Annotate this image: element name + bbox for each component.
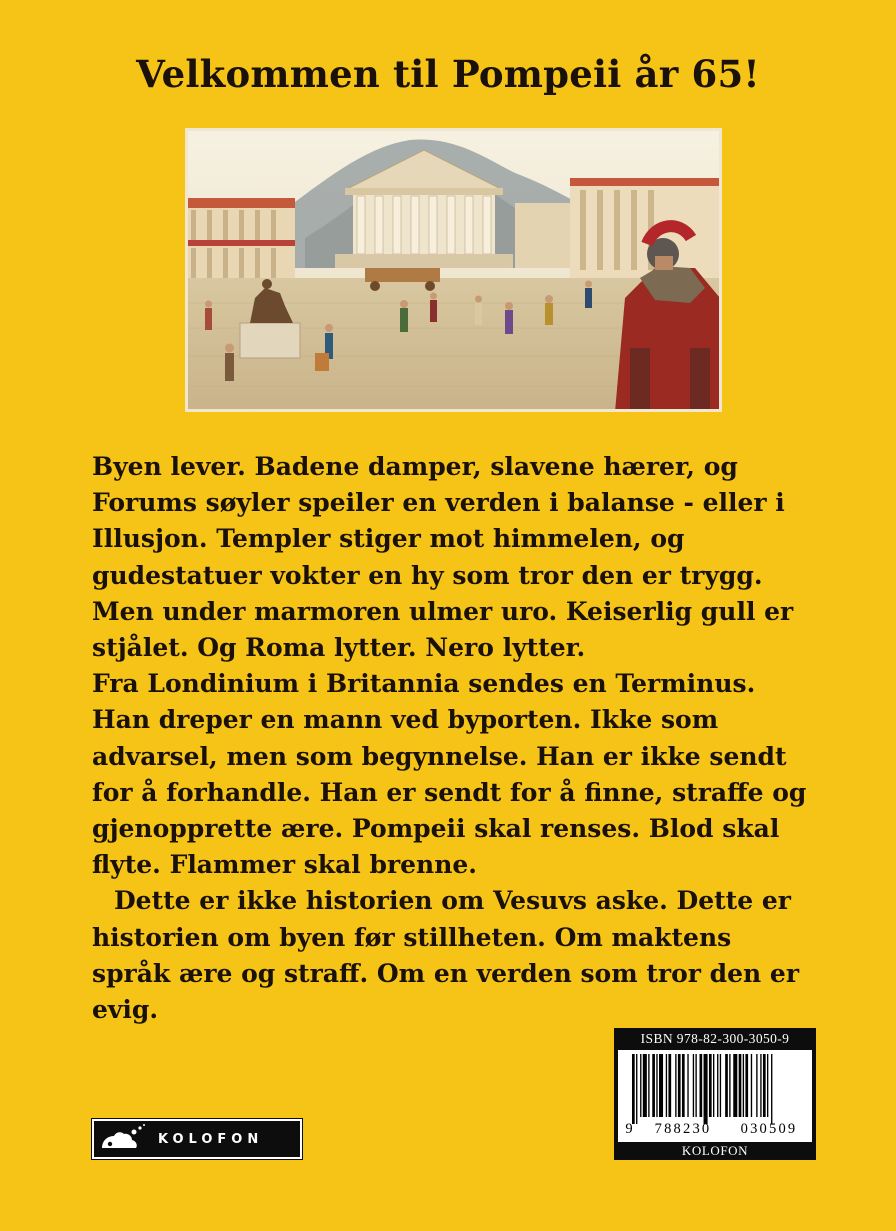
barcode-digits bbox=[618, 1121, 812, 1138]
barcode-digits-right: 030509 bbox=[740, 1121, 798, 1137]
barcode-bar bbox=[656, 1054, 657, 1117]
isbn-label: ISBN 978-82-300-3050-9 bbox=[640, 1031, 790, 1046]
kolofon-logo-icon bbox=[94, 1121, 150, 1157]
barcode-bar bbox=[720, 1054, 721, 1117]
barcode-bar bbox=[751, 1054, 752, 1117]
barcode-bar bbox=[678, 1054, 681, 1117]
barcode-bar bbox=[745, 1054, 748, 1117]
barcode-digit-first: 9 bbox=[625, 1121, 633, 1137]
barcode-bar bbox=[668, 1054, 671, 1117]
barcode-bar bbox=[700, 1054, 703, 1117]
barcode-bar bbox=[687, 1054, 688, 1117]
barcode-publisher-label: KOLOFON bbox=[681, 1143, 749, 1158]
barcode-bar bbox=[632, 1054, 635, 1124]
barcode-bar bbox=[725, 1054, 728, 1117]
cover-title: Velkommen til Pompeii år 65! bbox=[136, 52, 760, 96]
barcode-bar bbox=[760, 1054, 761, 1117]
barcode-bar bbox=[709, 1054, 712, 1117]
barcode-area bbox=[618, 1050, 812, 1142]
barcode-bar bbox=[713, 1054, 714, 1117]
barcode-bar bbox=[682, 1054, 685, 1117]
publisher-logo-text: KOLOFON bbox=[158, 1131, 264, 1147]
blurb-text bbox=[92, 449, 812, 1028]
barcode-bar bbox=[763, 1054, 766, 1117]
blurb-paragraph-1: Byen lever. Badene damper, slavene hærer, og Forums søyler speiler en verden i balanse - eller i Illusjon. Templer stiger mot himmelen, og gudestatuer vokter en hy som tror den er trygg. Men under marmoren ulmer uro. Keiserlig gull er stjålet. Og Roma lytter. Nero lytter. bbox=[92, 452, 794, 663]
barcode-bar bbox=[704, 1054, 708, 1124]
barcode-bar bbox=[693, 1054, 694, 1117]
blurb-paragraph-3: Dette er ikke historien om Vesuvs aske. Dette er historien om byen før stillheten. Om maktens språk ære og straff. Om en verden som tror den er evig. bbox=[92, 886, 799, 1025]
blurb-paragraph-2: Fra Londinium i Britannia sendes en Terminus. Han dreper en mann ved byporten. Ikke som advarsel, men som begynnelse. Han er ikke sendt for å forhandle. Han er sendt for å finne, straffe og gjenopprette ære. Pompeii skal renses. Blod skal flyte. Flammer skal brenne. bbox=[92, 669, 807, 880]
barcode-bar bbox=[743, 1054, 744, 1117]
barcode-bar bbox=[739, 1054, 742, 1117]
barcode-bar bbox=[666, 1054, 667, 1117]
barcode-bar bbox=[643, 1054, 647, 1117]
barcode-bar bbox=[767, 1054, 768, 1117]
barcode-digits-left: 788230 bbox=[654, 1121, 712, 1137]
barcode-bar bbox=[733, 1054, 737, 1117]
barcode-bar bbox=[771, 1054, 772, 1124]
barcode-bar bbox=[756, 1054, 757, 1117]
barcode-bar bbox=[695, 1054, 696, 1117]
barcode-bar bbox=[640, 1054, 641, 1117]
publisher-logo bbox=[92, 1119, 302, 1159]
isbn-barcode bbox=[614, 1028, 816, 1160]
barcode-bar bbox=[648, 1054, 649, 1117]
barcode-bar bbox=[729, 1054, 730, 1117]
forum-illustration bbox=[185, 128, 722, 412]
barcode-bar bbox=[652, 1054, 655, 1117]
barcode-bar bbox=[675, 1054, 676, 1117]
barcode-bar bbox=[659, 1054, 663, 1117]
barcode-bar bbox=[636, 1054, 637, 1124]
barcode-bar bbox=[717, 1054, 718, 1117]
